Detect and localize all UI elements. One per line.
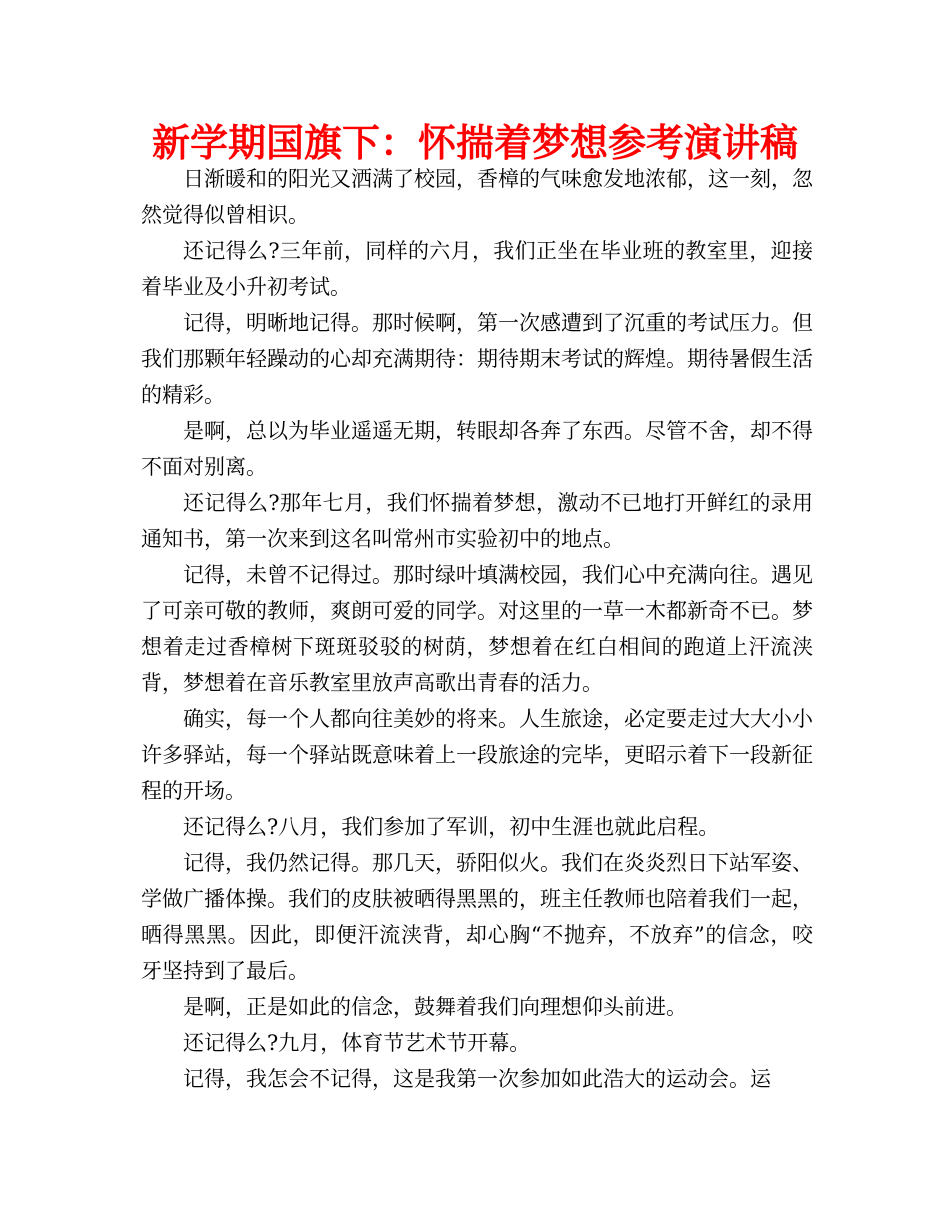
- paragraph: 还记得么?三年前，同样的六月，我们正坐在毕业班的教室里，迎接着毕业及小升初考试。: [141, 239, 813, 299]
- paragraph: 还记得么?那年七月，我们怀揣着梦想，激动不已地打开鲜红的录用通知书，第一次来到这名叫常州市实验初中的地点。: [141, 491, 813, 551]
- paragraph: 记得，明晰地记得。那时候啊，第一次感遭到了沉重的考试压力。但我们那颗年轻躁动的心却充满期待：期待期末考试的辉煌。期待暑假生活的精彩。: [141, 311, 813, 407]
- paragraph: 还记得么?九月，体育节艺术节开幕。: [183, 1031, 531, 1055]
- paragraph: 记得，未曾不记得过。那时绿叶填满校园，我们心中充满向往。遇见了可亲可敬的教师，爽朗可爱的同学。对这里的一草一木都新奇不已。梦想着走过香樟树下斑斑驳驳的树荫，梦想着在红白相间的跑道上汗流浃背，梦想着在音乐教室里放声高歌出青春的活力。: [141, 563, 813, 695]
- paragraph: 是啊，正是如此的信念，鼓舞着我们向理想仰头前进。: [183, 995, 687, 1019]
- paragraph: 记得，我仍然记得。那几天，骄阳似火。我们在炎炎烈日下站军姿、学做广播体操。我们的皮肤被晒得黑黑的，班主任教师也陪着我们一起，晒得黑黑。因此，即便汗流浃背，却心胸“不抛弃，不放弃”的信念，咬牙坚持到了最后。: [141, 851, 813, 983]
- paragraph: 确实，每一个人都向往美妙的将来。人生旅途，必定要走过大大小小许多驿站，每一个驿站既意味着上一段旅途的完毕，更昭示着下一段新征程的开场。: [141, 707, 813, 803]
- paragraph: 记得，我怎会不记得，这是我第一次参加如此浩大的运动会。运: [183, 1067, 771, 1091]
- paragraph: 日渐暖和的阳光又洒满了校园，香樟的气味愈发地浓郁，这一刻，忽然觉得似曾相识。: [141, 167, 813, 227]
- document-body: [141, 161, 813, 1097]
- paragraph: 还记得么?八月，我们参加了军训，初中生涯也就此启程。: [183, 815, 720, 839]
- paragraph: 是啊，总以为毕业遥遥无期，转眼却各奔了东西。尽管不舍，却不得不面对别离。: [141, 419, 813, 479]
- document-title: 新学期国旗下：怀揣着梦想参考演讲稿: [151, 121, 798, 165]
